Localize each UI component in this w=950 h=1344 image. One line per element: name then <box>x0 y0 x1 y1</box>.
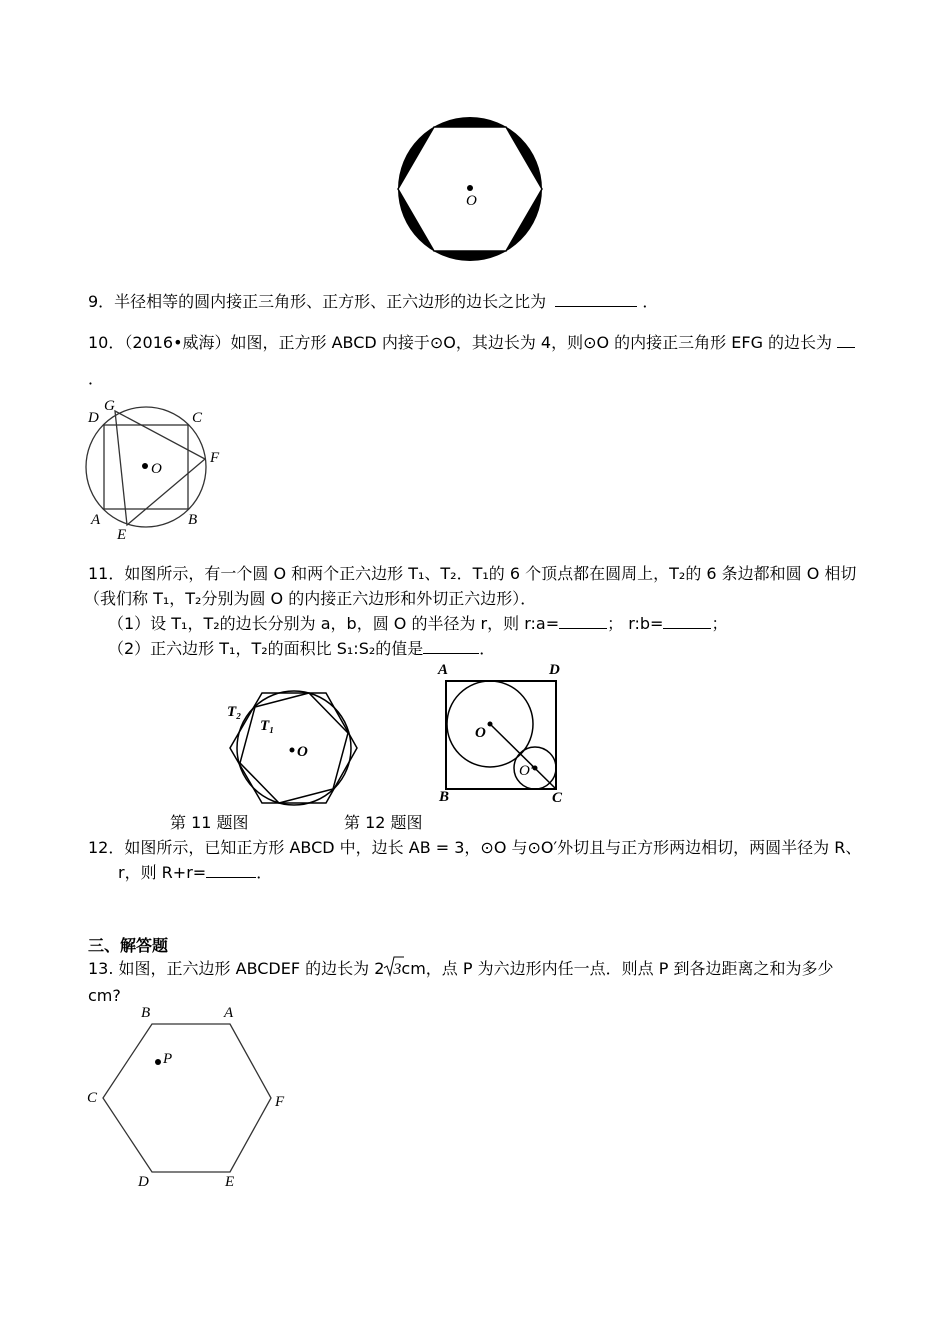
q13-text-a: 13. 如图，正六边形 ABCDEF 的边长为 2 <box>88 959 385 978</box>
q11-label-O: O <box>297 744 308 760</box>
q12-label-D: D <box>549 662 560 678</box>
q10-text: 10．（2016•威海）如图，正方形 ABCD 内接于⊙O，其边长为 4，则⊙O 的内接正三角形 EFG 的边长为 <box>88 333 833 352</box>
q11-part1-mid: ； r:b= <box>607 614 664 633</box>
q11-part1-text: （1）设 T₁，T₂的边长分别为 a，b，圆 O 的半径为 r，则 r:a= <box>108 614 560 633</box>
q13-line2: cm? <box>88 986 121 1005</box>
q13-label-A: A <box>224 1005 234 1021</box>
q13-label-B: B <box>141 1005 151 1021</box>
q10-label-D: D <box>88 410 99 426</box>
q11-part1-end: ； <box>711 614 728 633</box>
q10-label-G: G <box>104 398 115 414</box>
section3-title: 三、解答题 <box>88 936 169 955</box>
q10-label-C: C <box>192 410 203 426</box>
q12-label-A: A <box>438 662 449 678</box>
q11-part2-text: （2）正六边形 T₁，T₂的面积比 S₁:S₂的值是 <box>108 639 424 658</box>
q11-label-T2: T₂ <box>227 704 242 720</box>
q10-label-B: B <box>188 512 198 528</box>
q11-part2-end: ． <box>479 639 496 658</box>
q13-label-C: C <box>87 1090 98 1106</box>
q10-label-O: O <box>151 461 162 477</box>
q11-line1: 11．如图所示，有一个圆 O 和两个正六边形 T₁、T₂．T₁的 6 个顶点都在圆周上，T₂的 6 条边都和圆 O 相切 <box>88 564 857 583</box>
q12-label-B: B <box>439 789 450 805</box>
top-center-label: O <box>466 193 477 209</box>
q13-label-D: D <box>138 1174 149 1190</box>
q13-label-E: E <box>225 1174 235 1190</box>
q10-label-A: A <box>91 512 101 528</box>
q10-label-E: E <box>117 527 127 543</box>
q12-label-C: C <box>552 790 563 806</box>
q13-sqrt-arg: 3 <box>393 961 402 978</box>
q13-hexagon <box>103 1024 271 1172</box>
q12-line1: 12．如图所示，已知正方形 ABCD 中，边长 AB = 3，⊙O 与⊙O′外切且与正方形两边相切，两圆半径为 R、 <box>88 838 862 857</box>
q12-end: ． <box>256 863 273 882</box>
q13-text-b: cm，点 P 为六边形内任一点．则点 P 到各边距离之和为多少 <box>401 959 834 978</box>
q10-label-F: F <box>210 450 220 466</box>
q12-caption: 第 12 题图 <box>344 813 423 832</box>
q12-label-O: O <box>475 725 486 741</box>
q12-text: r，则 R+r= <box>118 863 207 882</box>
q13-label-P: P <box>163 1051 173 1067</box>
q11-line2: （我们称 T₁，T₂分别为圆 O 的内接正六边形和外切正六边形）． <box>84 589 537 608</box>
q9-text: 9．半径相等的圆内接正三角形、正方形、正六边形的边长之比为 <box>88 292 547 311</box>
q12-label-O-prime: O′ <box>519 763 534 779</box>
q11-caption: 第 11 题图 <box>170 813 249 832</box>
q11-label-T1: T₁ <box>260 718 275 734</box>
q10-end: ． <box>88 369 105 388</box>
q13-point-p-dot <box>155 1059 161 1065</box>
q13-label-F: F <box>275 1094 285 1110</box>
q9-end: ． <box>642 292 659 311</box>
